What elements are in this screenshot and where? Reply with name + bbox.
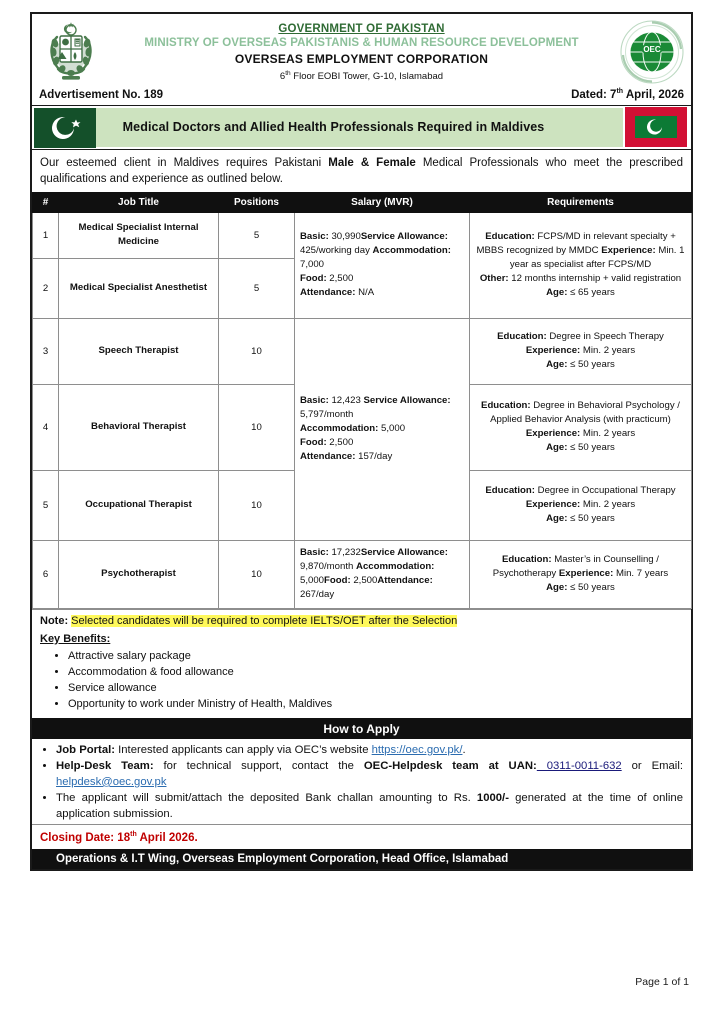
list-item-help-desk: • Help-Desk Team: for technical support, contact the OEC-Helpdesk team at UAN: 0311-0011-632 or Email: helpdesk@oec.gov.pk bbox=[56, 758, 683, 790]
row-job-title: Speech Therapist bbox=[59, 318, 219, 384]
col-header-positions: Positions bbox=[219, 192, 295, 212]
closing-date: Closing Date: 18th April 2026. bbox=[32, 824, 691, 849]
row-job-title: Medical Specialist Anesthetist bbox=[59, 258, 219, 318]
address-line: 6th Floor EOBI Tower, G-10, Islamabad bbox=[279, 70, 444, 83]
key-benefits-list bbox=[40, 648, 683, 712]
note-line bbox=[40, 614, 683, 629]
row-job-title: Psychotherapist bbox=[59, 540, 219, 608]
masthead bbox=[32, 14, 691, 87]
list-item: • Service allowance bbox=[68, 680, 683, 696]
header-titles bbox=[104, 19, 619, 83]
row-index: 2 bbox=[33, 258, 59, 318]
advertisement-number: Advertisement No. 189 bbox=[39, 88, 163, 101]
list-item-job-portal: • Job Portal: Interested applicants can apply via OEC’s website https://oec.gov.pk/. bbox=[56, 742, 683, 758]
table-row bbox=[33, 212, 692, 258]
maldives-flag-icon bbox=[625, 108, 687, 147]
col-header-requirements: Requirements bbox=[470, 192, 692, 212]
svg-text:OEC: OEC bbox=[643, 45, 661, 54]
how-to-apply-heading: How to Apply bbox=[32, 718, 691, 739]
row-positions: 10 bbox=[219, 540, 295, 608]
banner-background bbox=[34, 108, 623, 147]
row-job-title: Occupational Therapist bbox=[59, 470, 219, 540]
jobs-table bbox=[32, 192, 692, 609]
table-row bbox=[33, 540, 692, 608]
row-salary: Basic: 30,990Service Allowance: 425/working day Accommodation: 7,000 Food: 2,500 Attendance: N/A bbox=[295, 212, 470, 318]
row-job-title: Behavioral Therapist bbox=[59, 384, 219, 470]
organization-line: OVERSEAS EMPLOYMENT CORPORATION bbox=[234, 52, 489, 66]
col-header-salary: Salary (MVR) bbox=[295, 192, 470, 212]
row-job-title: Medical Specialist Internal Medicine bbox=[59, 212, 219, 258]
row-salary: Basic: 12,423 Service Allowance: 5,797/month Accommodation: 5,000 Food: 2,500 Attendance: 157/day bbox=[295, 318, 470, 540]
banner-title: Medical Doctors and Allied Health Professionals Required in Maldives bbox=[122, 120, 545, 135]
list-item: • Opportunity to work under Ministry of Health, Maldives bbox=[68, 696, 683, 712]
note-label: Note: bbox=[40, 614, 69, 627]
note-text: Selected candidates will be required to complete IELTS/OET after the Selection bbox=[71, 614, 458, 627]
advertisement-date: Dated: 7th April, 2026 bbox=[571, 88, 684, 101]
page-number: Page 1 of 1 bbox=[635, 976, 689, 988]
row-index: 5 bbox=[33, 470, 59, 540]
row-positions: 10 bbox=[219, 384, 295, 470]
row-requirements: Education: Degree in Occupational Therapy Experience: Min. 2 years Age: ≤ 50 years bbox=[470, 470, 692, 540]
row-positions: 10 bbox=[219, 318, 295, 384]
list-item-bank-challan: • The applicant will submit/attach the deposited Bank challan amounting to Rs. 1000/- generated at the time of online application submission. bbox=[56, 790, 683, 822]
list-item: • Accommodation & food allowance bbox=[68, 664, 683, 680]
pakistan-state-emblem-icon bbox=[38, 19, 104, 85]
row-index: 4 bbox=[33, 384, 59, 470]
row-requirements: Education: FCPS/MD in relevant specialty + MBBS recognized by MMDC Experience: Min. 1 year as specialist after FCPS/MD Other: 12 months internship + valid registration Age: ≤ 65 years bbox=[470, 212, 692, 318]
row-index: 1 bbox=[33, 212, 59, 258]
row-requirements: Education: Master’s in Counselling / Psychotherapy Experience: Min. 7 years Age: ≤ 50 years bbox=[470, 540, 692, 608]
note-and-benefits bbox=[32, 609, 691, 718]
key-benefits-title: Key Benefits: bbox=[40, 632, 111, 645]
advertisement-document bbox=[30, 12, 693, 871]
row-positions: 10 bbox=[219, 470, 295, 540]
row-requirements: Education: Degree in Speech Therapy Experience: Min. 2 years Age: ≤ 50 years bbox=[470, 318, 692, 384]
row-index: 3 bbox=[33, 318, 59, 384]
table-row bbox=[33, 318, 692, 384]
how-to-apply-list bbox=[32, 742, 691, 822]
ministry-line: MINISTRY OF OVERSEAS PAKISTANIS & HUMAN RESOURCE DEVELOPMENT bbox=[144, 37, 579, 49]
row-salary: Basic: 17,232Service Allowance: 9,870/month Accommodation: 5,000Food: 2,500Attendance: 267/day bbox=[295, 540, 470, 608]
col-header-job-title: Job Title bbox=[59, 192, 219, 212]
oec-website-link[interactable]: https://oec.gov.pk/ bbox=[371, 743, 463, 756]
col-header-index: # bbox=[33, 192, 59, 212]
job-banner bbox=[32, 106, 691, 150]
row-requirements: Education: Degree in Behavioral Psychology / Applied Behavior Analysis (with practicum) Experience: Min. 2 years Age: ≤ 50 years bbox=[470, 384, 692, 470]
helpdesk-uan-link[interactable]: 0311-0011-632 bbox=[536, 759, 622, 772]
helpdesk-email-link[interactable]: helpdesk@oec.gov.pk bbox=[56, 775, 167, 788]
row-positions: 5 bbox=[219, 212, 295, 258]
row-index: 6 bbox=[33, 540, 59, 608]
pakistan-flag-icon bbox=[34, 108, 96, 147]
row-positions: 5 bbox=[219, 258, 295, 318]
list-item: • Attractive salary package bbox=[68, 648, 683, 664]
table-header-row bbox=[33, 192, 692, 212]
footer-bar: Operations & I.T Wing, Overseas Employment Corporation, Head Office, Islamabad bbox=[32, 849, 691, 869]
oec-globe-logo-icon bbox=[619, 19, 685, 85]
advertisement-meta-row bbox=[32, 87, 691, 106]
government-line: GOVERNMENT OF PAKISTAN bbox=[278, 23, 445, 35]
intro-paragraph: Our esteemed client in Maldives requires Pakistani Male & Female Medical Professionals who meet the prescribed qualifications and experience as outlined below. bbox=[40, 156, 683, 185]
